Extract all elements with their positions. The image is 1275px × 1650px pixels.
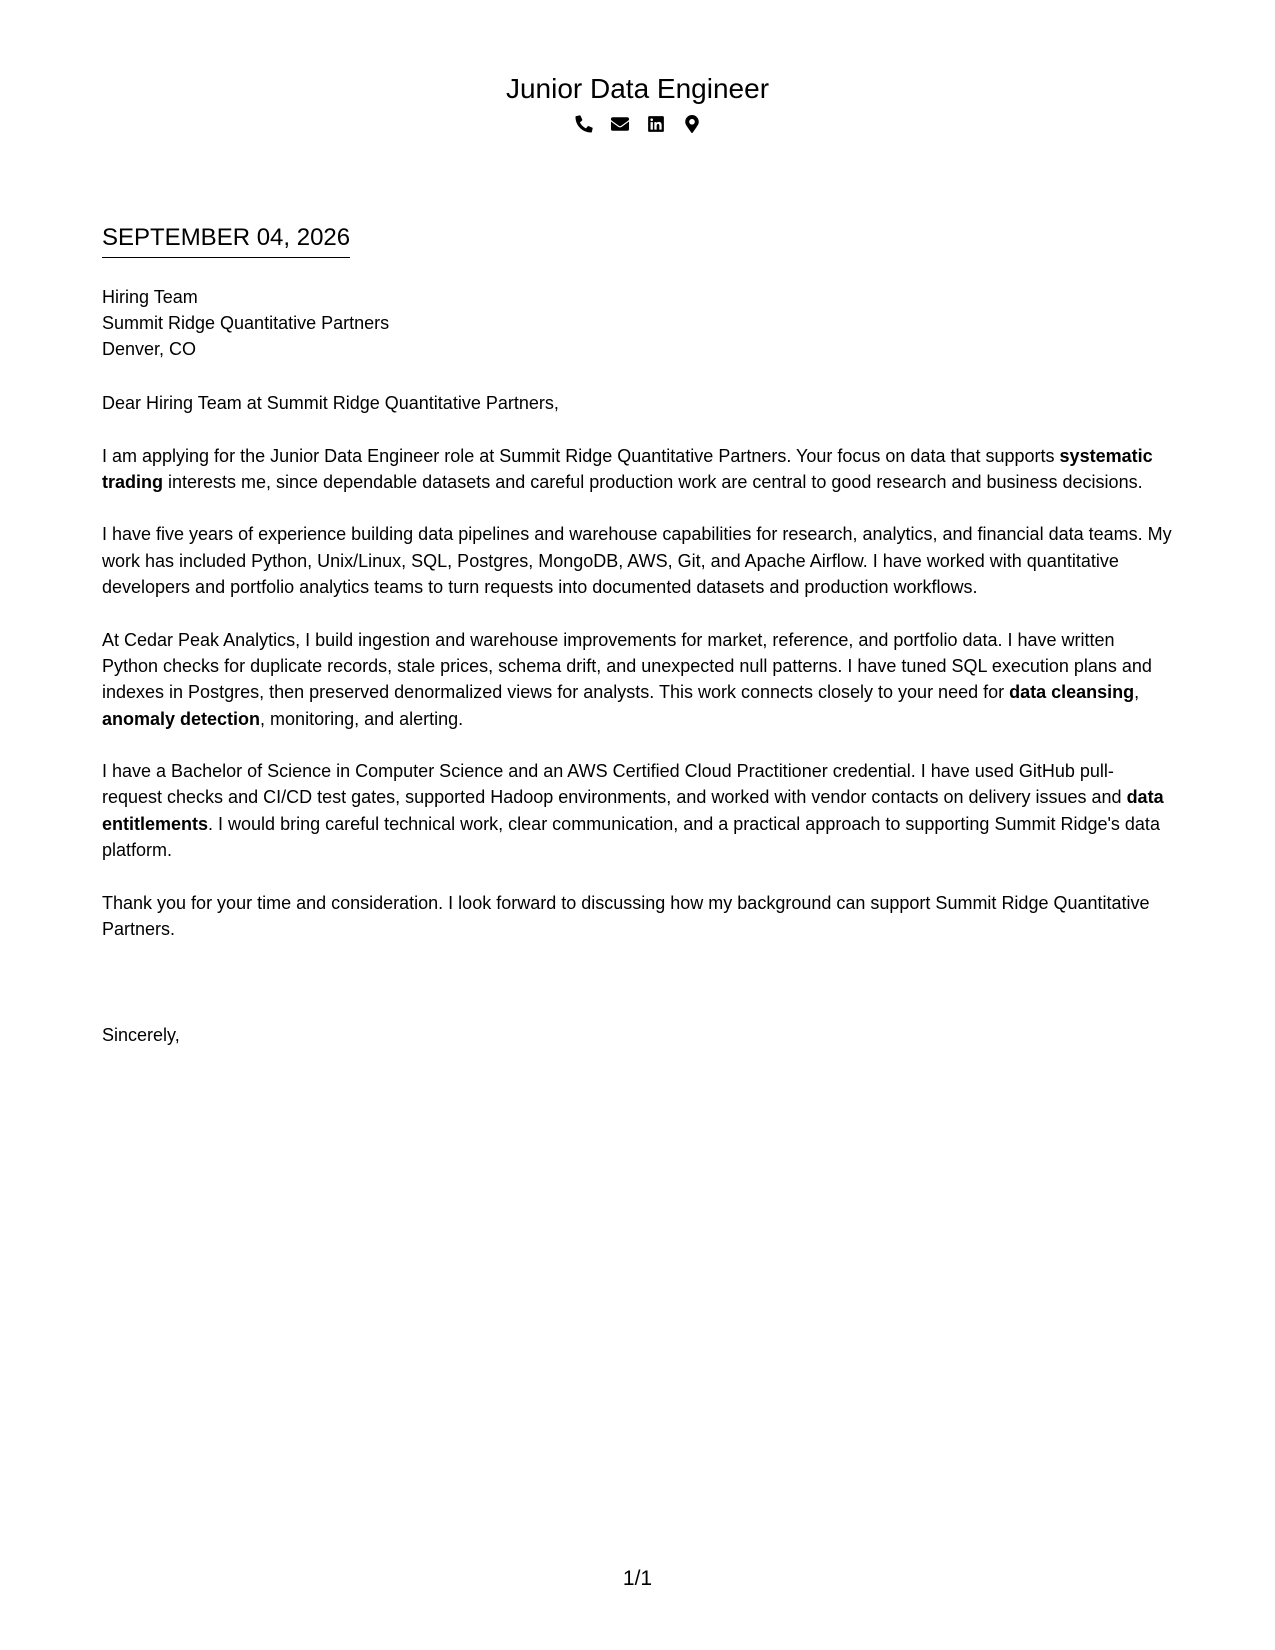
paragraph-1	[102, 443, 1172, 496]
linkedin-icon[interactable]	[646, 114, 666, 134]
envelope-icon[interactable]	[610, 114, 630, 134]
letter-title: Junior Data Engineer	[505, 73, 770, 104]
recipient-name: Hiring Team	[102, 287, 198, 307]
bold-keyword: data cleansing	[1009, 682, 1135, 703]
bold-keyword: data entitlements	[102, 787, 1164, 834]
paragraph-4	[102, 758, 1172, 863]
closing: Sincerely,	[102, 1025, 180, 1045]
paragraph-5: Thank you for your time and consideration. I look forward to discussing how my background can support Summit Ridge Quantitative Partners.	[102, 892, 1150, 939]
text-run: , monitoring, and alerting.	[260, 708, 464, 729]
map-marker-icon[interactable]	[682, 114, 702, 134]
bold-keyword: systematic trading	[102, 445, 1153, 492]
phone-icon[interactable]	[574, 114, 594, 134]
recipient-location: Denver, CO	[102, 339, 197, 359]
bold-keyword: anomaly detection	[102, 708, 261, 729]
recipient-company: Summit Ridge Quantitative Partners	[102, 313, 390, 333]
text-run: ,	[1134, 682, 1140, 703]
contact-icons	[0, 114, 1275, 134]
recipient-address	[102, 284, 389, 362]
paragraph-2: I have five years of experience building data pipelines and warehouse capabilities for research, analytics, and financial data teams. My work has included Python, Unix/Linux, SQL, Postgres, MongoDB, AWS, Git, and Apache Airflow. I have worked with quantitative developers and portfolio analytics teams to turn requests into documented datasets and production workflows.	[102, 524, 1172, 598]
text-run: I have a Bachelor of Science in Computer Science and an AWS Certified Cloud Practitioner credential. I have used GitHub pull-request checks and CI/CD test gates, supported Hadoop environments, and worked with vendor contacts on delivery issues and	[102, 761, 1127, 808]
salutation: Dear Hiring Team at Summit Ridge Quantitative Partners,	[102, 393, 559, 413]
letter-date: SEPTEMBER 04, 2026	[102, 223, 350, 258]
text-run: At Cedar Peak Analytics, I build ingestion and warehouse improvements for market, reference, and portfolio data. I have written Python checks for duplicate records, stale prices, schema drift, and unexpected null patterns. I have tuned SQL execution plans and indexes in Postgres, then preserved denormalized views for analysts. This work connects closely to your need for	[102, 629, 1152, 703]
page-number: 1/1	[622, 1567, 653, 1590]
letter-body	[102, 390, 1172, 969]
text-run: . I would bring careful technical work, clear communication, and a practical approach to supporting Summit Ridge's data platform.	[102, 813, 1160, 861]
paragraph-3	[102, 627, 1172, 732]
text-run: I am applying for the Junior Data Engineer role at Summit Ridge Quantitative Partners. Your focus on data that supports	[102, 445, 1060, 466]
text-run: interests me, since dependable datasets and careful production work are central to good research and business decisions.	[163, 471, 1143, 492]
